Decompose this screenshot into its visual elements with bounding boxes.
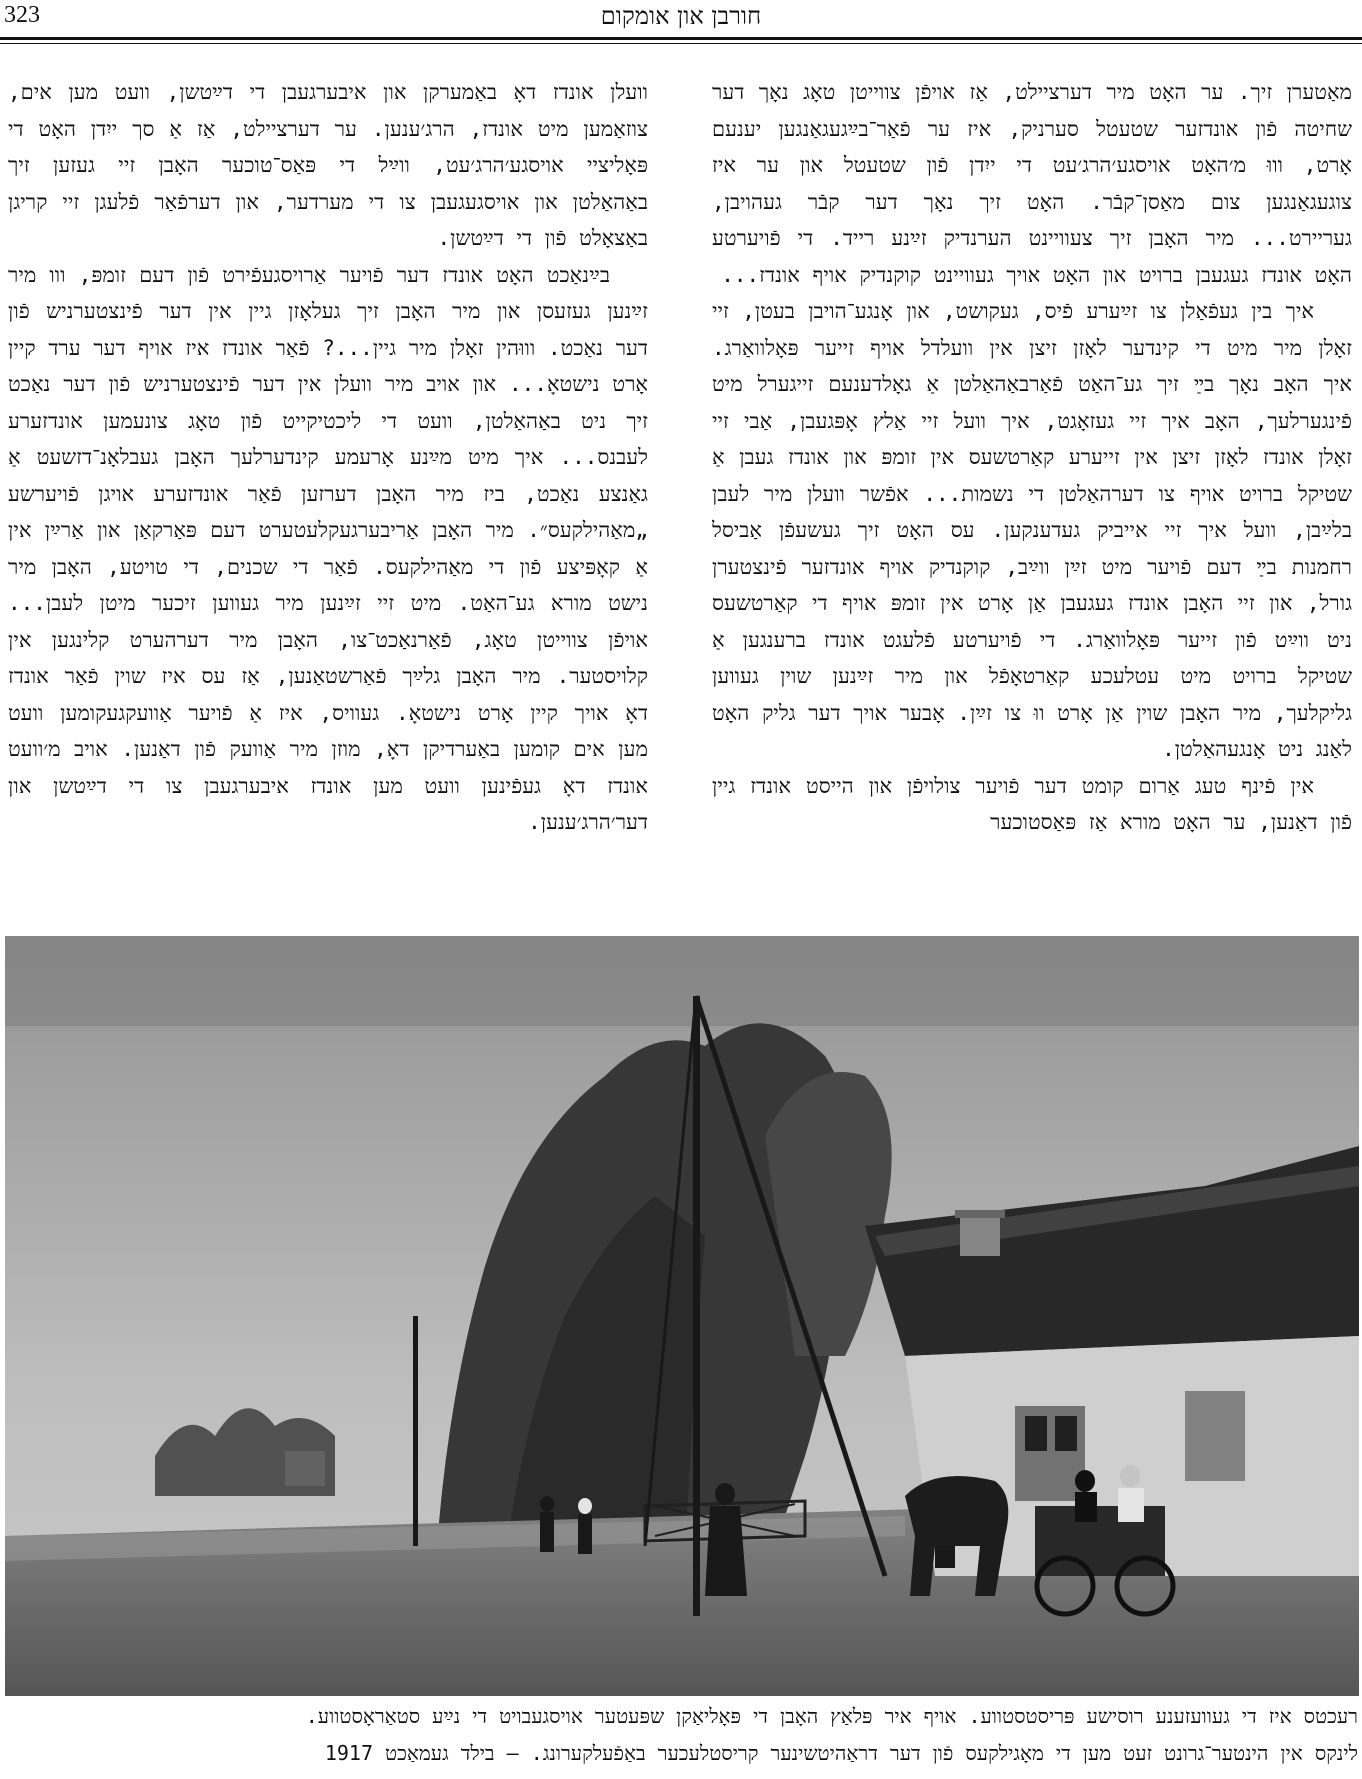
header-rule-thin: [0, 43, 1362, 44]
caption-line: לינקס אין הינטער־גרונט זעט מען די מאָגילקעס פֿון דער דראַהיטשינער קריסטלעכער באַפֿעלקערונג. — בילד געמאַכט 1917: [324, 1741, 1358, 1765]
photo-caption: [4, 1698, 1358, 1772]
paragraph: איך בין געפֿאַלן צו זײַערע פֿיס, געקושט, און אָנגע־הויבן בעטן, זיי זאָלן מיר מיט די קינדער לאָזן זיצן אין וועלדל אויף זייער פּאָלוואַרג. איך האָב נאָך בײַ זיך גע־האַט פֿאַרבאַהאַלטן אַ גאָלדענעם זייגערל מיט פֿינגערלעך, האָב איך זיי געזאָגט, איך וועל זיי אַלץ אָפּגעבן, אַבי זיי זאָלן אונדז לאָזן זיצן אין זייערע קאַרטשעס אין זומפּ און אונדז געבן אַ שטיקל ברויט אויף צו דערהאַלטן די נשמות... אפֿשר וועלן מיר לעבן בלײַבן, וועל איך זיי אייביק געדענקען. עס האָט זיך געשעפֿן אַביסל רחמנות בײַ דעם פֿויער מיט זײַן ווײַב, קוקנדיק אויף אונדזער פֿינצטערן גורל, און זיי האָבן אונדז געגעבן אַן אָרט אין זומפּ אויף די קאַרטשעס ניט ווײַט פֿון זייער פּאָלוואַרג. די פֿויערטע פֿלעגט אונדז ברענגען אַ שטיקל ברויט מיט עטלעכע קאַרטאָפֿל און מיר זײַנען שוין געווען גליקלעך, מיר האָבן שוין אַן אָרט ווּ צו זײַן. אָבער אויך דער גליק האָט לאַנג ניט אָנגעהאַלטן.: [712, 299, 1352, 761]
paragraph: מאַטערן זיך. ער האָט מיר דערציילט, אַז אויפֿן צווייטן טאָג נאָך דער שחיטה פֿון אונדזער שטעטל סערניק, איז ער פֿאַר־בײַגעגאַנגען יענעם אָרט, וווּ מ׳האָט אויסגע׳הרג׳עט די ייִדן פֿון שטעטל און ער איז צוגעגאַנגען צום מאַסן־קבֿר. האָט זיך נאָך דער קבֿר געהויבן, געריירט... מיר האָבן זיך צעוויינט הערנדיק זײַנע רייד. די פֿויערטע האָט אונדז געגעבן ברויט און האָט אויך געוויינט קוקנדיק אויף אונדז...: [712, 80, 1352, 287]
text-column-right: [712, 74, 1352, 914]
page-header: [0, 0, 1362, 38]
page-number: 323: [4, 2, 40, 28]
text-column-left: [8, 74, 648, 914]
header-rule: [0, 37, 1362, 40]
street-photograph: [5, 936, 1359, 1696]
paragraph: אין פֿינף טעג אַרום קומט דער פֿויער צולויפֿן און הייסט אונדז גיין פֿון דאַנען, ער האָט מורא אַז פּאַסטוכער: [712, 773, 1352, 834]
running-title: חורבן און אומקום: [600, 2, 762, 30]
paragraph: בײַנאַכט האָט אונדז דער פֿויער אַרויסגעפֿירט פֿון דעם זומפּ, ווו מיר זײַנען געזעסן און מיר האָבן זיך געלאָזן גיין אין דער פֿינצטערניש פֿון דער נאַכט. וווּהין זאָלן מיר גיין...? פֿאַר אונדז איז אויף דער ערד קיין אָרט נישטאָ... און אויב מיר וועלן אין דער פֿינצטערניש פֿון דער נאַכט זיך ניט באַהאַלטן, וועט די ליכטיקייט פֿון טאָג צונעמען אונדזערע לעבנס... איך מיט מײַנע אָרעמע קינדערלעך האָבן געבלאָנ־דזשעט אַ גאַנצע נאַכט, ביז מיר האָבן דערזען פֿאַר אונדזערע אויגן פֿויערשע „מאַהילקעס״. מיר האָבן אַריבערגעקלעטערט דעם פּאַרקאַן און אַרײַן אין אַ קאָפּיצע פֿון די מאַהילקעס. פֿאַר די שכנים, די טויטע, האָבן מיר נישט מורא גע־האַט. מיט זיי זײַנען מיר געווען זיכער מיטן לעבן... אויפֿן צווייטן טאָג, פֿאַרנאַכט־צו, האָבן מיר דערהערט קלינגען אין קלויסטער. מיר האָבן גלײַך פֿאַרשטאַנען, אַז עס איז שוין פֿאַר אונדז דאָ אויך קיין אָרט נישטאָ. געוויס, איז אַ פֿויער אַוועקגעקומען וועט מען אים קומען באַערדיקן דאָ, מוזן מיר אַוועק פֿון דאַנען. אויב מ׳וועט אונדז דאָ געפֿינען וועט מען אונדז איבערגעבן צו די דײַטשן און דער׳הרג׳ענען.: [8, 262, 648, 834]
caption-line: רעכטס איז די געוועזענע רוסישע פּריסטסטווע. אויף איר פּלאַץ האָבן די פּאָליאַקן שפּעטער אויסגעבויט די נײַע סטאַראָסטווע.: [305, 1704, 1358, 1728]
paragraph: וועלן אונדז דאָ באַמערקן און איבערגעבן די דײַטשן, וועט מען אים, צוזאַמען מיט אונדז, הרג׳ענען. ער דערציילט, אַז אַ סך ייִדן האָט די פּאָליציי אויסגע׳הרג׳עט, ווײַל די פּאַס־טוכער האָבן זיי געזען זיך באַהאַלטן און אויסגעגעבן צו די מערדער, און דערפֿאַר פֿלעגן זיי קריגן באַצאָלט פֿון די דײַטשן.: [8, 80, 648, 250]
photo-scene: [5, 936, 1359, 1696]
